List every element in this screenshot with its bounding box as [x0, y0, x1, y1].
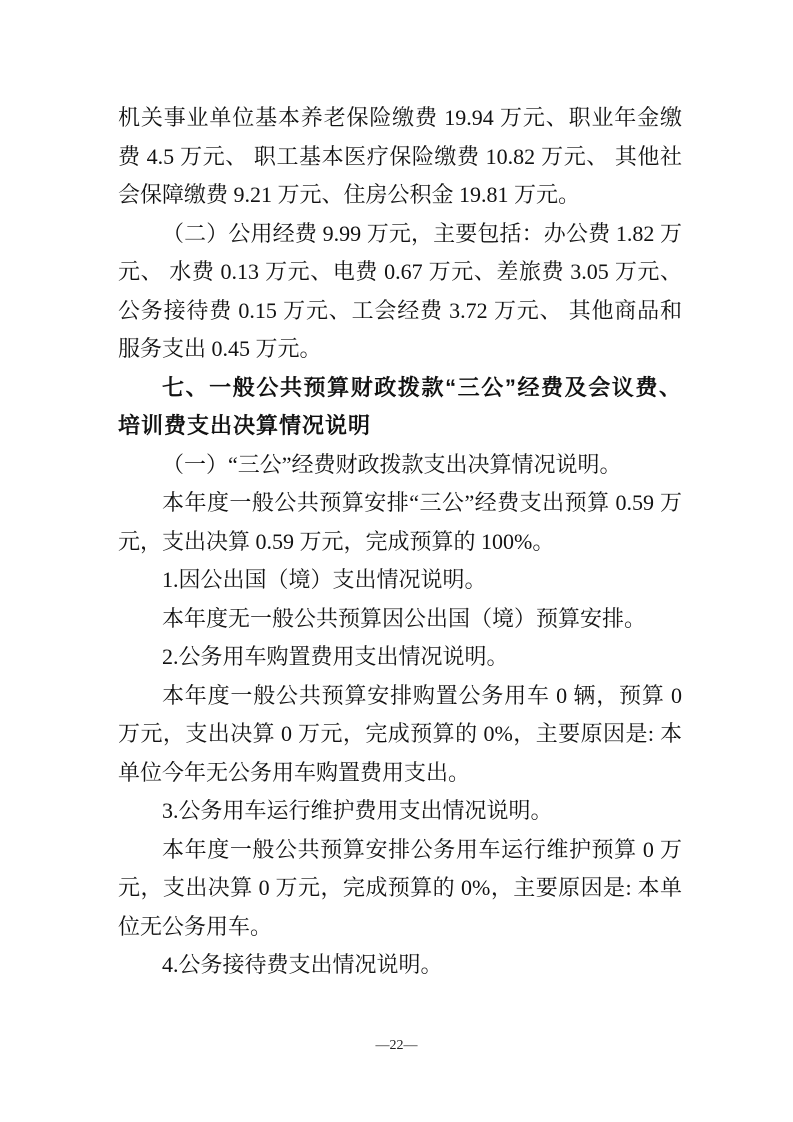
page-number: —22—: [375, 1038, 418, 1053]
paragraph-public-funds: （二）公用经费 9.99 万元，主要包括：办公费 1.82 万元、 水费 0.13 万元、电费 0.67 万元、差旅费 3.05 万元、公务接待费 0.15 万元、工会经费 3.72 万元、 其他商品和服务支出 0.45 万元。: [118, 220, 682, 361]
subheading-three-public-expense-statement: （一）“三公”经费财政拨款支出决算情况说明。: [162, 451, 622, 477]
paragraph-vehicle-maintenance-detail: 本年度一般公共预算安排公务用车运行维护预算 0 万元，支出决算 0 万元，完成预算的 0%，主要原因是: 本单位无公务用车。: [118, 836, 682, 939]
item-4-official-reception-title: 4.公务接待费支出情况说明。: [162, 952, 443, 977]
paragraph-vehicle-purchase-detail: 本年度一般公共预算安排购置公务用车 0 辆，预算 0 万元，支出决算 0 万元，完成预算的 0%，主要原因是: 本单位今年无公务用车购置费用支出。: [118, 682, 682, 785]
paragraph-three-public-budget-summary: 本年度一般公共预算安排“三公”经费支出预算 0.59 万元，支出决算 0.59 万元，完成预算的 100%。: [118, 490, 682, 554]
item-2-vehicle-purchase-title: 2.公务用车购置费用支出情况说明。: [162, 644, 509, 669]
heading-section-seven-three-public-expenses: 七、一般公共预算财政拨款“三公”经费及会议费、培训费支出决算情况说明: [118, 374, 682, 438]
paragraph-overseas-trips-detail: 本年度无一般公共预算因公出国（境）预算安排。: [162, 605, 647, 631]
item-3-vehicle-maintenance-title: 3.公务用车运行维护费用支出情况说明。: [162, 798, 553, 823]
item-1-overseas-trips-title: 1.因公出国（境）支出情况说明。: [162, 567, 487, 592]
document-body: [118, 99, 682, 985]
paragraph-social-insurance-continuation: 机关事业单位基本养老保险缴费 19.94 万元、职业年金缴费 4.5 万元、 职工基本医疗保险缴费 10.82 万元、 其他社会保障缴费 9.21 万元、住房公积金 19.81 万元。: [118, 105, 682, 207]
